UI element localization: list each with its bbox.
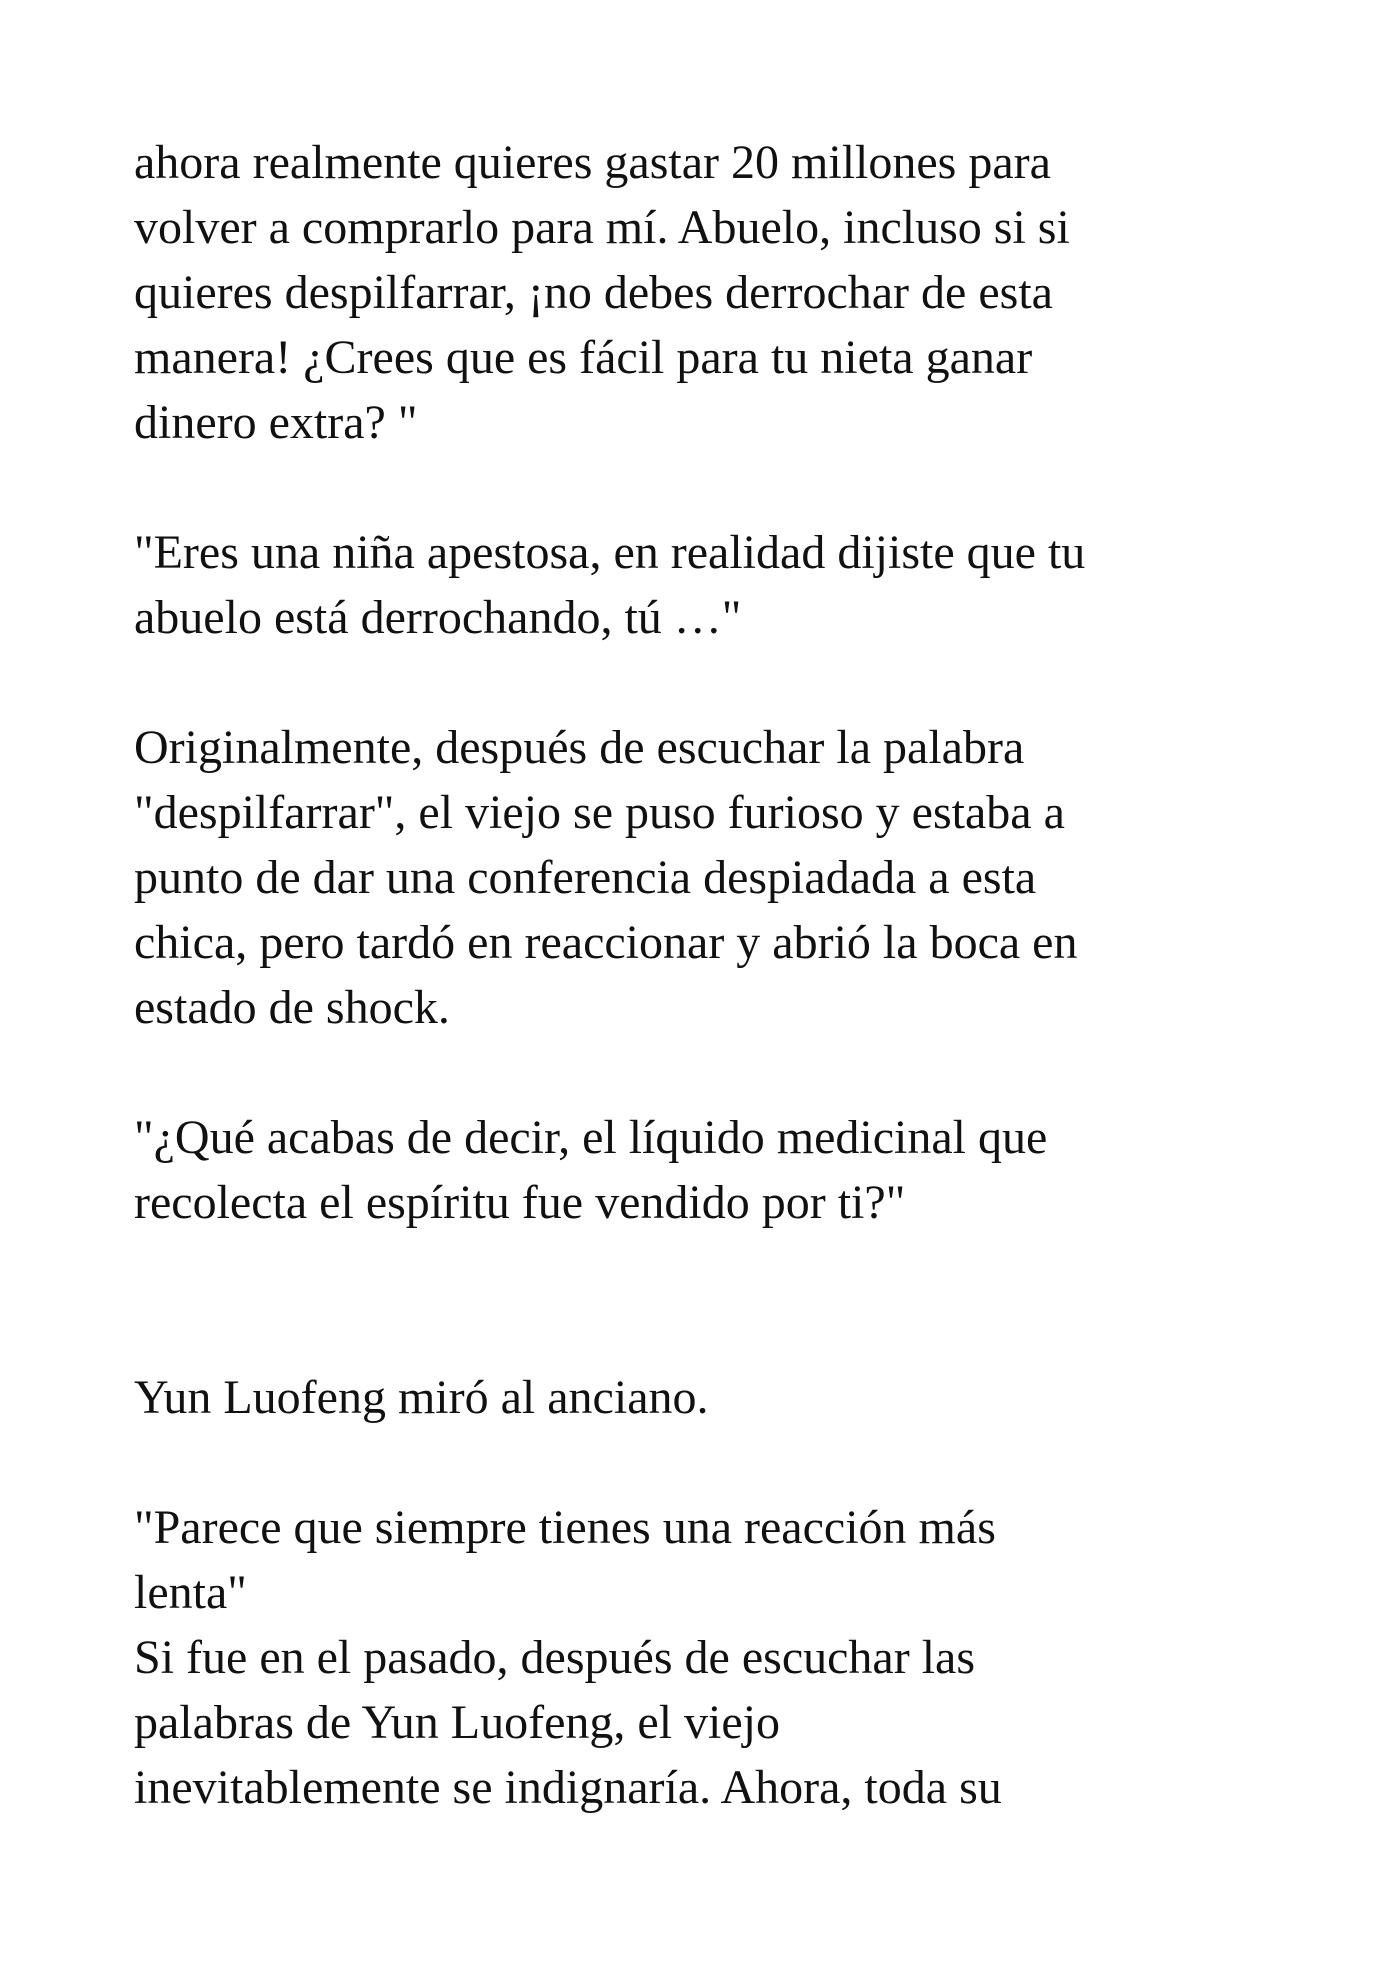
paragraph-6: "Parece que siempre tienes una reacción más lenta"	[134, 1501, 996, 1619]
paragraph-7: Si fue en el pasado, después de escuchar las palabras de Yun Luofeng, el viejo inevitablemente se indignaría. Ahora, toda su	[134, 1631, 1002, 1814]
paragraph-5: Yun Luofeng miró al anciano.	[134, 1371, 709, 1424]
paragraph-2: "Eres una niña apestosa, en realidad dijiste que tu abuelo está derrochando, tú …"	[134, 526, 1086, 644]
paragraph-1: ahora realmente quieres gastar 20 millones para volver a comprarlo para mí. Abuelo, incluso si si quieres despilfarrar, ¡no debes derrochar de esta manera! ¿Crees que es fácil para tu nieta ganar dinero extra? "	[134, 136, 1070, 449]
paragraph-4: "¿Qué acabas de decir, el líquido medicinal que recolecta el espíritu fue vendido por ti?"	[134, 1111, 1048, 1229]
paragraph-spacer	[134, 455, 1334, 520]
paragraph-spacer	[134, 1235, 1334, 1365]
paragraph-spacer	[134, 1040, 1334, 1105]
body-text	[134, 130, 1334, 1820]
paragraph-spacer	[134, 1430, 1334, 1495]
paragraph-spacer	[134, 650, 1334, 715]
paragraph-3: Originalmente, después de escuchar la palabra "despilfarrar", el viejo se puso furioso y estaba a punto de dar una conferencia despiadada a esta chica, pero tardó en reaccionar y abrió la boca en estado de shock.	[134, 721, 1078, 1034]
